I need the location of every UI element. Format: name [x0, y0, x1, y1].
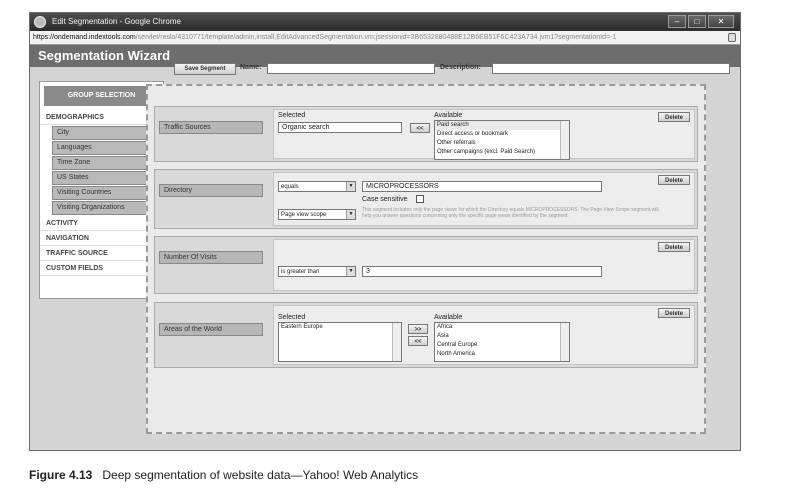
case-sensitive-checkbox[interactable]	[416, 195, 424, 203]
figure-caption	[29, 468, 418, 482]
operator-select[interactable]	[278, 181, 356, 192]
dimension-item-city[interactable]: City	[52, 126, 159, 140]
app-title: Segmentation Wizard	[30, 45, 740, 67]
rule-body	[273, 109, 695, 159]
rule-body	[273, 172, 695, 226]
lock-icon	[728, 33, 736, 42]
segment-canvas	[146, 84, 706, 434]
category-label: ACTIVITY	[46, 220, 78, 227]
url-host: https://ondemand.indextools.com	[33, 34, 136, 41]
rule-directory	[154, 169, 698, 229]
rule-body	[273, 305, 695, 365]
figure-number: Figure 4.13	[29, 468, 93, 482]
move-right-button[interactable]: >>	[408, 324, 428, 334]
chevron-down-icon: ▼	[346, 182, 355, 191]
dimension-label[interactable]: Areas of the World	[159, 323, 263, 336]
address-bar[interactable]	[30, 31, 740, 45]
visits-value-input[interactable]: 3	[362, 266, 602, 277]
description-label: Description:	[440, 64, 481, 71]
scope-value: Page view scope	[281, 212, 327, 218]
description-input[interactable]	[492, 63, 730, 74]
category-label: TRAFFIC SOURCE	[46, 250, 108, 257]
figure-text: Deep segmentation of website data—Yahoo! Web Analytics	[102, 468, 419, 482]
category-label: CUSTOM FIELDS	[46, 265, 104, 272]
chrome-icon	[34, 16, 46, 28]
rule-body	[273, 239, 695, 291]
selected-label: Selected	[278, 112, 306, 119]
name-label: Name:	[240, 64, 262, 71]
available-list[interactable]	[434, 120, 570, 160]
scope-note: This segment includes only the page views for which the Directory equals MICROPROCESSORS. The Page View Scope segment will help you answer questions concerning only the specific page views identified by the segment.	[362, 207, 659, 219]
close-button[interactable]: ✕	[708, 15, 734, 28]
list-item[interactable]: Other referrals	[437, 140, 476, 146]
segment-toolbar	[145, 62, 705, 76]
available-label: Available	[434, 112, 463, 119]
url-path: /servlet/reslo/4310771/template/admin,install,EditAdvancedSegmentation.vm;jsessionid=3B6532880488E12B6EB51F6C423A734.jvm1?segmentationId=-1	[135, 34, 617, 41]
scrollbar[interactable]	[392, 323, 401, 361]
dimension-item-visiting-organizations[interactable]: Visiting Organizations	[52, 201, 159, 215]
dimension-label[interactable]: Number Of Visits	[159, 251, 263, 264]
list-item[interactable]: Central Europe	[437, 342, 478, 348]
dimension-item-us-states[interactable]: US States	[52, 171, 159, 185]
available-label: Available	[434, 314, 463, 321]
rule-areas-of-the-world	[154, 302, 698, 368]
list-item[interactable]: Direct access or bookmark	[437, 131, 509, 137]
chevron-down-icon: ▼	[346, 267, 355, 276]
list-item[interactable]: North America	[437, 351, 476, 357]
maximize-button[interactable]: □	[688, 15, 706, 28]
rule-number-of-visits	[154, 236, 698, 294]
category-navigation[interactable]	[40, 231, 163, 246]
dimension-label[interactable]: Traffic Sources	[159, 121, 263, 134]
dimension-item-time-zone[interactable]: Time Zone	[52, 156, 159, 170]
category-label: NAVIGATION	[46, 235, 89, 242]
category-demographics[interactable]	[40, 110, 163, 125]
scrollbar[interactable]	[560, 323, 569, 361]
operator-select[interactable]	[278, 266, 356, 277]
operator-value: equals	[281, 184, 299, 190]
category-activity[interactable]	[40, 216, 163, 231]
list-item[interactable]: Other campaigns (excl. Paid Search)	[437, 149, 536, 155]
save-segment-button[interactable]: Save Segment	[174, 63, 236, 75]
move-left-button[interactable]: <<	[410, 123, 430, 133]
dimension-label[interactable]: Directory	[159, 184, 263, 197]
chevron-down-icon: ▼	[346, 210, 355, 219]
title-bar	[30, 13, 740, 31]
delete-button[interactable]: Delete	[658, 308, 690, 318]
name-input[interactable]	[267, 63, 435, 74]
dimension-item-languages[interactable]: Languages	[52, 141, 159, 155]
delete-button[interactable]: Delete	[658, 175, 690, 185]
list-item[interactable]: Paid search	[435, 121, 569, 130]
group-selection-header: GROUP SELECTION	[44, 86, 159, 106]
scope-select[interactable]	[278, 209, 356, 220]
rule-traffic-sources	[154, 106, 698, 162]
available-list[interactable]	[434, 322, 570, 362]
directory-value-input[interactable]: MICROPROCESSORS	[362, 181, 602, 192]
delete-button[interactable]: Delete	[658, 112, 690, 122]
category-custom-fields[interactable]	[40, 261, 163, 276]
category-label: DEMOGRAPHICS	[46, 114, 104, 121]
delete-button[interactable]: Delete	[658, 242, 690, 252]
selected-label: Selected	[278, 314, 306, 321]
move-left-button[interactable]: <<	[408, 336, 428, 346]
list-item[interactable]: Eastern Europe	[281, 324, 323, 330]
operator-value: is greater than	[281, 269, 320, 275]
list-item[interactable]: Africa	[437, 324, 453, 330]
scrollbar[interactable]	[560, 121, 569, 159]
dimension-item-visiting-countries[interactable]: Visiting Countries	[52, 186, 159, 200]
minimize-button[interactable]: –	[668, 15, 686, 28]
selected-value[interactable]: Organic search	[278, 122, 402, 133]
list-item[interactable]: Asia	[437, 333, 449, 339]
selected-list[interactable]	[278, 322, 402, 362]
window-title: Edit Segmentation - Google Chrome	[52, 17, 181, 26]
category-traffic-source[interactable]	[40, 246, 163, 261]
case-sensitive-label: Case sensitive	[362, 196, 408, 203]
